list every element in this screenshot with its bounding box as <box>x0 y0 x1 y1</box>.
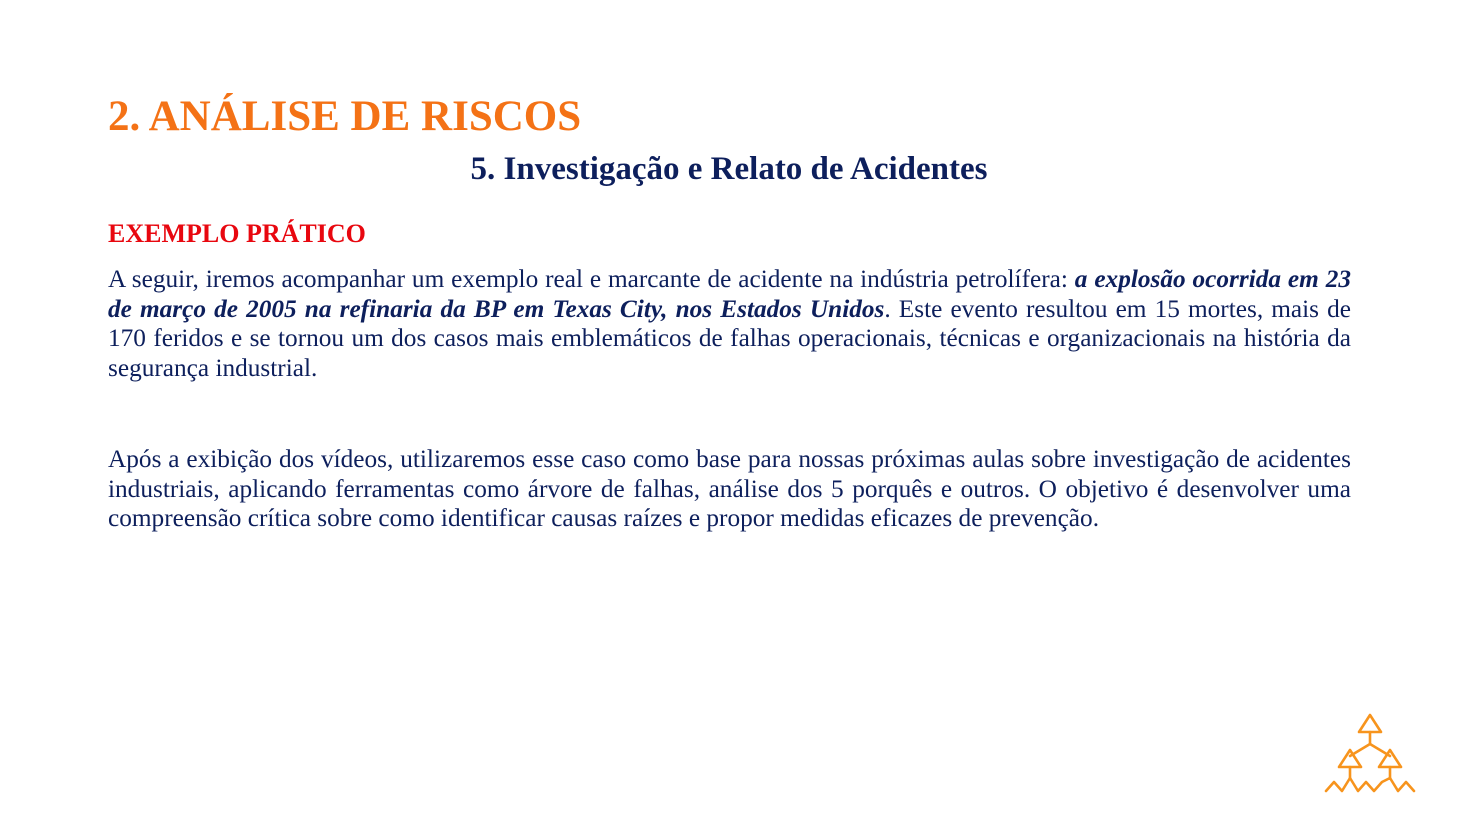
paragraph-rest-text: . Este evento resultou em 15 mortes, mais de 170 feridos e se tornou um dos casos mais emblemáticos de falhas operacionais, técnicas e organizacionais na história da segurança industrial. <box>108 294 1351 382</box>
paragraph-case-intro <box>108 265 1351 383</box>
paragraph-next-steps: Após a exibição dos vídeos, utilizaremos esse caso como base para nossas próximas aulas sobre investigação de acidentes industriais, aplicando ferramentas como árvore de falhas, análise dos 5 porquês e outros. O objetivo é desenvolver uma compreensão crítica sobre como identificar causas raízes e propor medidas eficazes de prevenção. <box>108 445 1351 533</box>
page-subtitle <box>0 151 1458 188</box>
example-heading: EXEMPLO PRÁTICO <box>108 219 366 248</box>
paragraph-highlight-text: a explosão ocorrida em 23 de março de 2005 na refinaria da BP em Texas City, nos Estados Unidos <box>108 265 1352 323</box>
triangles-network-logo-icon <box>1322 712 1418 794</box>
section-title: 2. ANÁLISE DE RISCOS <box>108 93 582 140</box>
paragraph-intro-text: A seguir, iremos acompanhar um exemplo real e marcante de acidente na indústria petrolífera: <box>108 265 1075 293</box>
subtitle-text: 5. Investigação e Relato de Acidentes <box>470 151 988 187</box>
